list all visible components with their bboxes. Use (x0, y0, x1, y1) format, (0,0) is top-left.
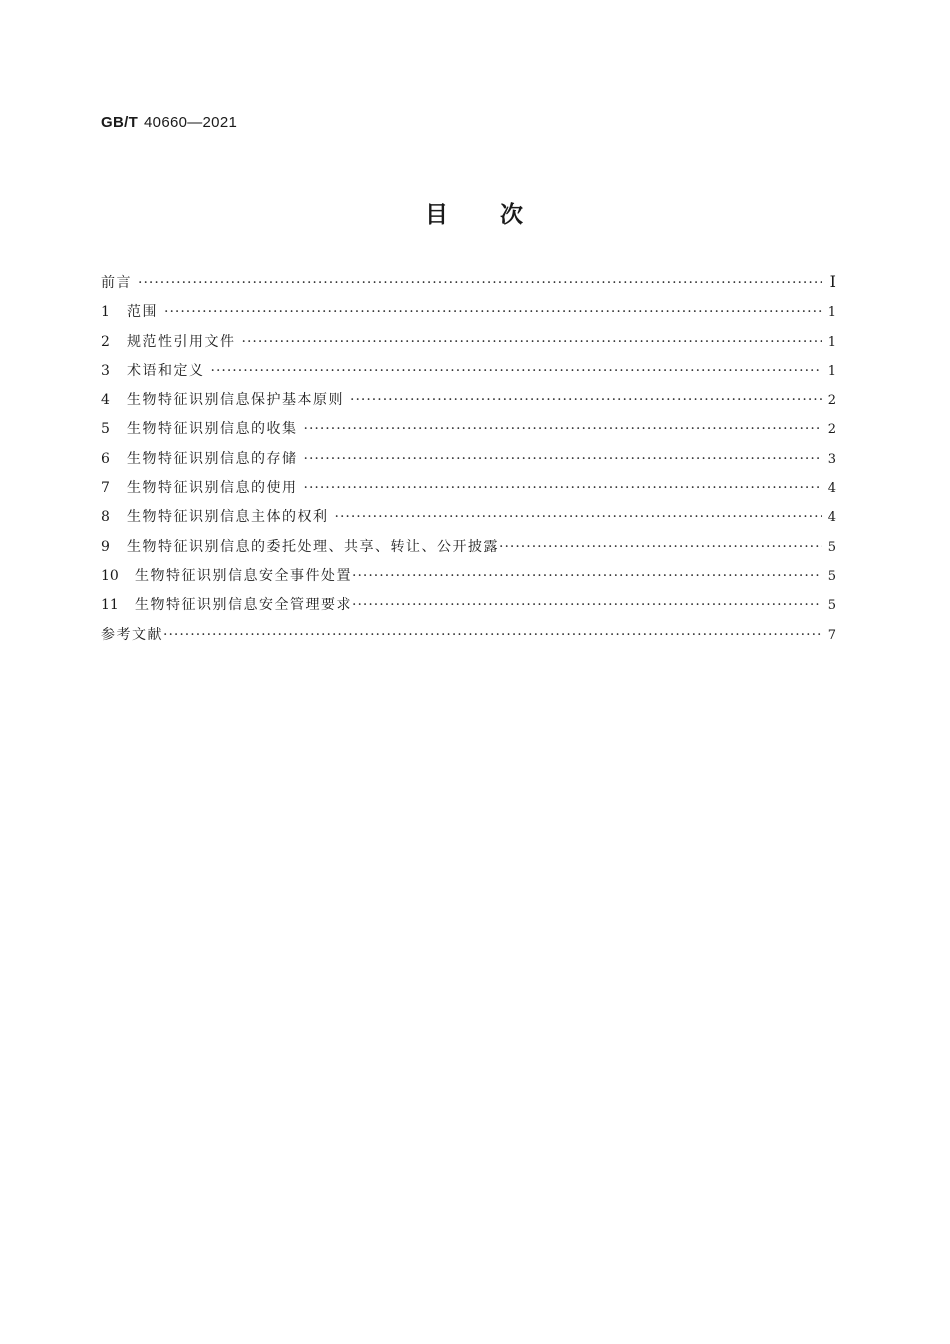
toc-page-number: 5 (827, 539, 836, 555)
standard-prefix: GB/T (101, 114, 139, 131)
toc-page-number: 1 (827, 305, 836, 321)
toc-page-number: 4 (827, 481, 836, 497)
toc-entry-foreword[interactable] (101, 272, 836, 301)
toc-label: 参考文献 (101, 626, 163, 643)
toc-entry-3[interactable] (101, 360, 836, 389)
toc-page-number: 4 (827, 510, 836, 526)
toc-section-number: 3 (101, 362, 110, 379)
toc-page-number: 1 (827, 363, 836, 379)
toc-entry-11[interactable] (101, 594, 836, 623)
toc-leader-dots (304, 451, 823, 467)
toc-page-number: 5 (827, 568, 836, 584)
toc-entry-4[interactable] (101, 389, 836, 418)
toc-section-number: 5 (101, 421, 110, 438)
toc-label: 生物特征识别信息安全管理要求 (135, 597, 352, 614)
toc-leader-dots (352, 568, 822, 584)
toc-section-number: 11 (101, 597, 119, 614)
toc-entry-9[interactable] (101, 536, 836, 565)
toc-section-number: 6 (101, 450, 110, 467)
toc-page-number: 2 (827, 393, 836, 409)
page-title: 目 次 (425, 202, 525, 228)
toc-label: 生物特征识别信息保护基本原则 (127, 392, 344, 409)
toc-entry-10[interactable] (101, 565, 836, 594)
toc-page-number: 2 (827, 422, 836, 438)
toc-label: 术语和定义 (127, 362, 205, 379)
toc-entry-2[interactable] (101, 331, 836, 360)
toc-leader-dots (242, 334, 823, 350)
toc-leader-dots (352, 597, 822, 613)
toc-label: 生物特征识别信息的存储 (127, 450, 298, 467)
toc-leader-dots (350, 392, 822, 408)
toc-leader-dots (304, 421, 823, 437)
toc-label: 前言 (101, 275, 132, 291)
toc-section-number: 7 (101, 480, 110, 497)
toc-page-number: 1 (827, 334, 836, 350)
toc-leader-dots (335, 509, 823, 525)
toc-section-number: 4 (101, 392, 110, 409)
toc-leader-dots (499, 539, 822, 555)
toc-entry-bibliography[interactable] (101, 624, 836, 653)
toc-entry-5[interactable] (101, 418, 836, 447)
toc-entry-1[interactable] (101, 301, 836, 330)
standard-code (101, 114, 237, 131)
toc-leader-dots (164, 304, 822, 320)
toc-page-number: 3 (827, 451, 836, 467)
toc-section-number: 9 (101, 538, 110, 555)
toc-label: 生物特征识别信息安全事件处置 (135, 567, 352, 584)
toc-entry-8[interactable] (101, 506, 836, 535)
toc-label: 生物特征识别信息的使用 (127, 480, 298, 497)
toc-section-number: 8 (101, 509, 110, 526)
toc-page-number: Ⅰ (829, 272, 836, 291)
table-of-contents (101, 272, 836, 653)
toc-label: 范围 (127, 304, 158, 321)
toc-page-number: 7 (827, 627, 836, 643)
toc-entry-6[interactable] (101, 448, 836, 477)
toc-label: 生物特征识别信息的收集 (127, 421, 298, 438)
toc-section-number: 2 (101, 333, 110, 350)
toc-section-number: 10 (101, 567, 119, 584)
toc-section-number: 1 (101, 304, 110, 321)
toc-leader-dots (138, 275, 822, 291)
toc-label: 生物特征识别信息主体的权利 (127, 509, 329, 526)
standard-number: 40660—2021 (144, 114, 238, 131)
toc-page-number: 5 (827, 598, 836, 614)
toc-leader-dots (163, 627, 822, 643)
toc-leader-dots (211, 363, 823, 379)
toc-label: 规范性引用文件 (127, 333, 236, 350)
toc-label: 生物特征识别信息的委托处理、共享、转让、公开披露 (127, 538, 499, 555)
toc-entry-7[interactable] (101, 477, 836, 506)
toc-leader-dots (304, 480, 823, 496)
